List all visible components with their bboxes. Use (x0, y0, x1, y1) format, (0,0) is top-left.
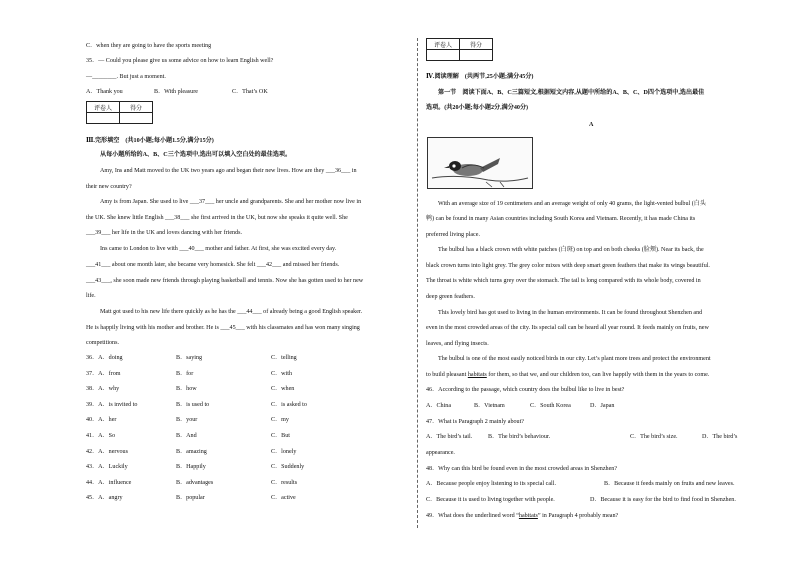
text: to build pleasant (426, 372, 468, 378)
text: ” in Paragraph 4 probably mean? (537, 513, 619, 519)
choice-option: C．active (271, 495, 296, 502)
bulbul-bird-icon (428, 138, 532, 188)
choice-option: C．But (271, 433, 290, 439)
choice-row (86, 416, 289, 424)
option: B．Vietnam (474, 403, 505, 409)
option: A．The bird’s tail. (426, 434, 473, 440)
option: C．The bird’s size. (630, 434, 678, 440)
q35-question: 35．— Could you please give us some advice on how to learn English well? (86, 58, 274, 64)
option: C．That’s OK (232, 89, 268, 95)
choice-option: B．for (176, 370, 194, 377)
choice-option: C．is asked to (271, 401, 307, 408)
choice-row (86, 432, 290, 440)
cloze-line: competitions. (86, 340, 120, 346)
choice-row (86, 494, 296, 502)
choice-option: B．how (176, 386, 197, 393)
choice-option: 36．A．doing (86, 355, 123, 361)
cloze-line: the UK. She knew little English ___38___ she first arrived in the UK, but now she speaks it quite well. She (86, 215, 348, 221)
choice-option: 37．A．from (86, 370, 121, 377)
choice-row (86, 401, 307, 409)
choice-option: C．with (271, 370, 292, 377)
choice-row (86, 370, 292, 378)
passage-line: This lovely bird has got used to living in the human environments. It can be found throughout Shenzhen and (438, 310, 703, 316)
cloze-line: Amy is from Japan. She used to live ___37___ her uncle and grandparents. She and her mother now live in (100, 199, 362, 205)
grader-cell (427, 50, 460, 61)
option: A．Thank you (86, 89, 123, 95)
choice-option: 40．A．her (86, 417, 117, 424)
q47-option-cont: appearance. (426, 450, 455, 456)
column-divider (417, 38, 418, 528)
option: C．South Korea (530, 403, 571, 409)
option: A．China (426, 403, 452, 409)
passage-line: preferred living place. (426, 232, 480, 238)
option: D．Japan (590, 403, 615, 409)
underlined-word: habitats (518, 513, 538, 519)
passage-line: 鹎) can be found in many Asian countries including South Korea and Vietnam. Recently, it has made China its (426, 216, 696, 222)
cloze-line: He is happily living with his mother and brother. He is ___45___ with his classmates and has won many singing (86, 325, 360, 331)
score-box-right (426, 38, 493, 61)
section-instruction: 从每小题所给的A、B、C三个选项中,选出可以填入空白处的最佳选项。 (100, 152, 292, 158)
choice-option: 42．A．nervous (86, 448, 128, 455)
cloze-line: ___41___ about one month later, she became very homesick. She felt ___42___ and missed her friends. (86, 262, 340, 268)
q35-dialogue: —________. But just a moment. (86, 74, 166, 80)
text: 49．What does the underlined word “ (426, 513, 519, 519)
choice-option: B．is used to (176, 401, 210, 408)
score-cell (460, 50, 493, 61)
passage-line: The throat is white which turns grey over the stomach. The tail is long compared with its whole body, covered in (426, 278, 701, 284)
score-label: 得分 (120, 102, 153, 113)
cloze-line: life. (86, 293, 96, 299)
choice-option: B．amazing (176, 448, 207, 455)
choice-option: C．my (271, 417, 289, 424)
text: for them, so that we, and our children too, can live happily with them in the years to come. (486, 372, 710, 378)
section-instruction: 选项。(共20小题;每小题2分,满分40分) (426, 105, 529, 111)
question-46: 46．According to the passage, which country does the bulbul like to live in best? (426, 387, 625, 393)
option: D．The bird’s (702, 434, 738, 440)
choice-row (86, 385, 294, 393)
choice-option: B．Happily (176, 464, 206, 471)
choice-option: B．popular (176, 495, 205, 502)
q48-option-c: C．Because it is used to living together with people. (426, 497, 555, 503)
passage-line: even in the most crowded areas of the city. Its special call can be heard all year round. It feeds mainly on fruits, new (426, 325, 709, 331)
passage-label: A (589, 122, 594, 128)
choice-option: C．lonely (271, 448, 297, 455)
passage-line: leaves, and flying insects. (426, 341, 489, 347)
choice-option: 44．A．influence (86, 479, 132, 486)
choice-option: C．results (271, 479, 298, 486)
choice-option: 43．A．Luckily (86, 464, 128, 471)
choice-row (86, 463, 304, 471)
cloze-line: Matt got used to his new life there quickly as he has the ___44___ of already being a good English speaker. (100, 309, 363, 315)
q48-option-b: B．Because it feeds mainly on fruits and new leaves. (604, 481, 735, 487)
q34-option-c: C．when they are going to have the sports meeting (86, 43, 212, 49)
cloze-line: Ins came to London to live with ___40___ mother and father. At first, she was excited every day. (100, 246, 337, 252)
passage-line: The bulbul has a black crown with white patches (白斑) on top and on both cheeks (脸颊). Near its back, the (438, 247, 704, 253)
passage-line: The bulbul is one of the most easily noticed birds in our city. Let’s plant more trees and protect the environment (438, 356, 711, 362)
section-title: Ⅳ.阅读理解 (共两节,25小题;满分45分) (426, 74, 534, 80)
grader-cell (87, 113, 120, 124)
choice-option: B．advantages (176, 479, 214, 486)
score-cell (120, 113, 153, 124)
passage-line (426, 371, 709, 379)
choice-option: B．And (176, 433, 197, 439)
bird-illustration (427, 137, 533, 189)
question-48: 48．Why can this bird be found even in the most crowded areas in Shenzhen? (426, 466, 618, 472)
choice-option: C．telling (271, 355, 297, 361)
choice-option: C．Suddenly (271, 464, 305, 471)
choice-option: 41．A．So (86, 433, 116, 439)
choice-option: B．saying (176, 355, 203, 361)
score-label: 得分 (460, 39, 493, 50)
score-box-left (86, 101, 153, 124)
choice-option: 45．A．angry (86, 495, 123, 502)
question-49 (426, 512, 618, 520)
cloze-line: their new country? (86, 184, 132, 190)
choice-row (86, 448, 296, 456)
grader-label: 评卷人 (87, 102, 120, 113)
choice-option: 38．A．why (86, 386, 120, 393)
underlined-word: habitats (467, 372, 487, 378)
cloze-line: Amy, Ins and Matt moved to the UK two years ago and began their new lives. How are they ___36___ in (100, 168, 357, 174)
q46-options (426, 402, 614, 410)
q48-option-d: D．Because it is easy for the bird to find food in Shenzhen. (590, 497, 736, 503)
choice-row (86, 354, 297, 362)
option: B．With pleasure (154, 89, 198, 95)
choice-row (86, 479, 297, 487)
cloze-line: ___39___ her life in the UK and loves dancing with her friends. (86, 230, 243, 236)
choice-option: B．your (176, 417, 198, 424)
section-instruction: 第一节 阅读下面A、B、C三篇短文,根据短文内容,从题中所给的A、B、C、D四个选项中,选出最佳 (438, 90, 705, 96)
q47-options (426, 433, 737, 441)
grader-label: 评卷人 (427, 39, 460, 50)
passage-line: black crown turns into light grey. The grey color mixes with deep smart green feathers that make its wings beautiful. (426, 263, 710, 269)
section-title: Ⅲ.完形填空 (共10小题;每小题1.5分,满分15分) (86, 138, 214, 144)
option: B．The bird’s behaviour. (488, 434, 551, 440)
passage-line: With an average size of 19 centimeters and an average weight of only 40 grams, the light-vented bulbul (白头 (438, 201, 706, 207)
choice-option: C．when (271, 386, 295, 393)
cloze-line: ___43___, she soon made new friends through playing basketball and tennis. Now she has gotten used to her new (86, 278, 364, 284)
passage-line: deep green feathers. (426, 294, 475, 300)
q35-options (86, 88, 268, 96)
choice-option: 39．A．is invited to (86, 401, 138, 408)
q48-option-a: A．Because people enjoy listening to its special call. (426, 481, 556, 487)
question-47: 47．What is Paragraph 2 mainly about? (426, 419, 524, 425)
